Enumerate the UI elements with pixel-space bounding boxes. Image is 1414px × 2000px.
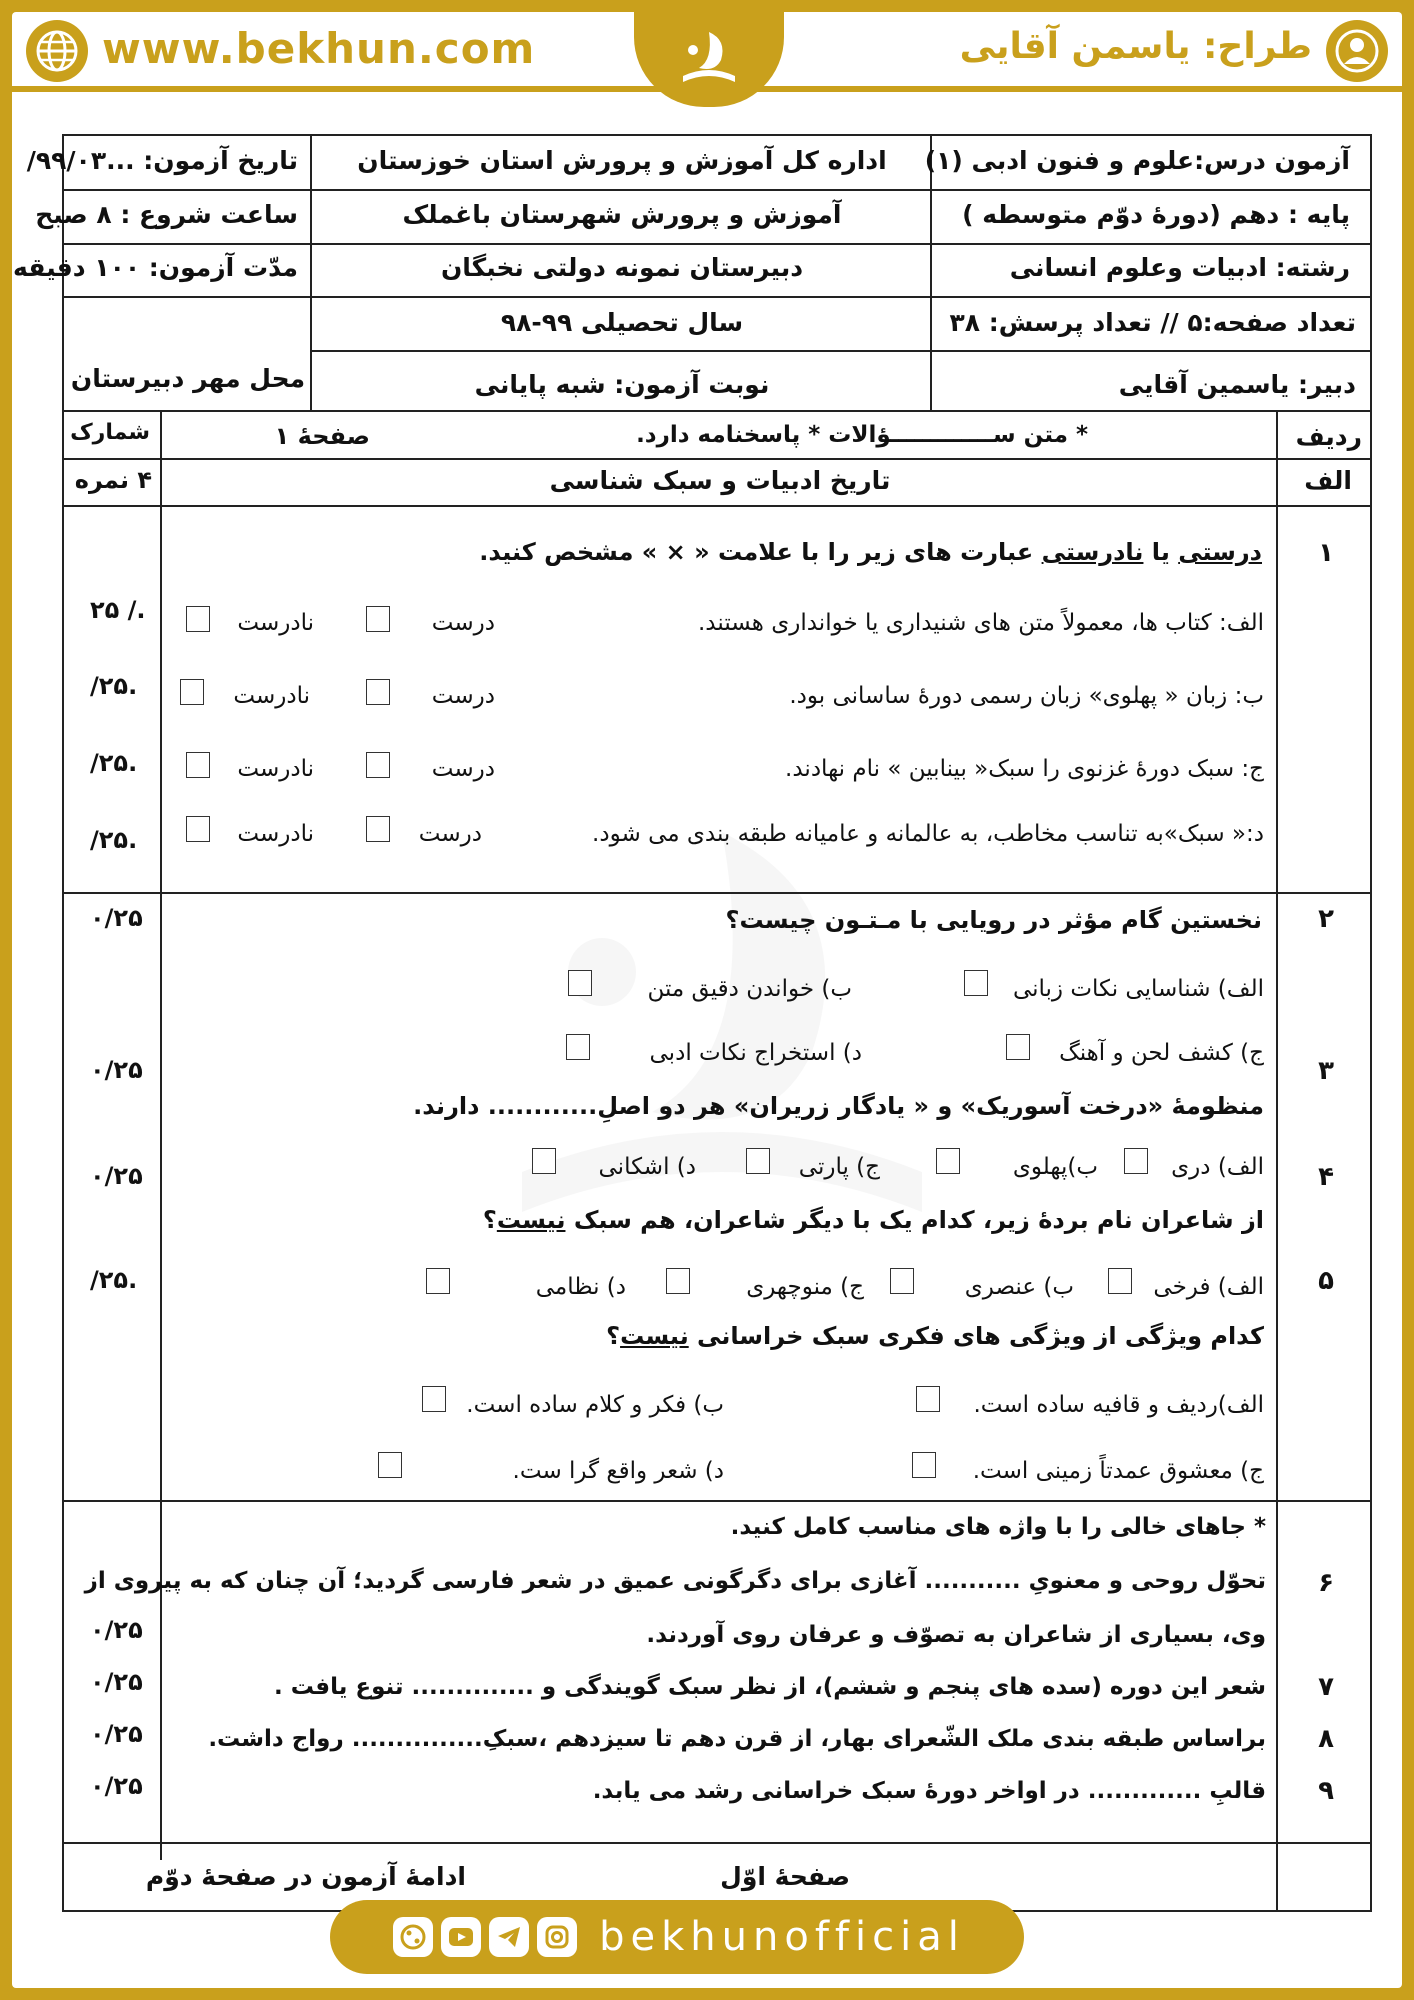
aparat-icon[interactable] [393, 1917, 433, 1957]
q1-item-d: د:« سبک»به تناسب مخاطب، به عالمانه و عامیانه طبقه بندی می شود. [592, 821, 1264, 847]
exam-page-count: تعداد صفحه:۵ // تعداد پرسش: ۳۸ [949, 308, 1356, 337]
option-checkbox[interactable] [916, 1386, 940, 1412]
option-checkbox[interactable] [568, 970, 592, 996]
globe-icon [26, 20, 88, 82]
user-icon [1326, 20, 1388, 82]
q6-line-1: تحوّل روحی و معنویِ ........... آغازی برای دگرگونی عمیق در شعر فارسی گردید؛ آن چنان که به پیروی از [84, 1568, 1266, 1594]
q1-item-a: الف: کتاب ها، معمولاً متن های شنیداری یا خوانداری هستند. [698, 610, 1264, 636]
true-checkbox[interactable] [366, 679, 390, 705]
exam-start-time: ساعت شروع : ۸ صبح [35, 200, 298, 229]
exam-teacher: دبیر: یاسمین آقایی [1118, 370, 1356, 399]
designer-name: طراح: یاسمن آقایی [959, 26, 1312, 67]
true-checkbox[interactable] [366, 816, 390, 842]
section-letter: الف [1304, 466, 1352, 495]
continue-note: ادامهٔ آزمون در صفحهٔ دوّم [145, 1862, 466, 1891]
org-city: آموزش و پرورش شهرستان باغملک [402, 200, 842, 229]
q1d-score: /۲۵. [90, 826, 138, 854]
top-header [12, 12, 1402, 92]
true-label: درست [418, 821, 482, 847]
exam-sheet [13, 134, 1372, 1912]
q5-question: کدام ویژگی از ویژگی های فکری سبک خراسانی نیست؟ [606, 1322, 1264, 1350]
option-checkbox[interactable] [422, 1386, 446, 1412]
option-checkbox[interactable] [666, 1268, 690, 1294]
option-checkbox[interactable] [426, 1268, 450, 1294]
false-label: نادرست [237, 821, 314, 847]
q1-item-b: ب: زبان « پهلوی» زبان رسمی دورهٔ ساسانی بود. [789, 683, 1264, 709]
q5-option-d: د) شعر واقع گرا ست. [512, 1458, 724, 1484]
score-header: شمارک [70, 420, 150, 445]
question-number: ۵ [1318, 1266, 1334, 1296]
q2-question: نخستین گام مؤثر در رویایی با مـتـون چیست؟ [725, 906, 1262, 934]
true-label: درست [431, 683, 495, 709]
q4-option-a: الف) فرخی [1153, 1274, 1264, 1300]
false-checkbox[interactable] [180, 679, 204, 705]
q1b-score: /۲۵. [90, 672, 138, 700]
q2-option-a: الف) شناسایی نکات زبانی [1012, 976, 1264, 1002]
social-handle[interactable]: bekhunofficial [599, 1914, 965, 1960]
true-checkbox[interactable] [366, 752, 390, 778]
q2-option-b: ب) خواندن دقیق متن [647, 976, 852, 1002]
brand-logo [634, 12, 784, 107]
option-checkbox[interactable] [890, 1268, 914, 1294]
section-score: ۴ نمره [74, 466, 152, 494]
false-label: نادرست [237, 756, 314, 782]
page-frame [12, 12, 1402, 1988]
true-label: درست [431, 756, 495, 782]
q2-score: ۰/۲۵ [90, 904, 143, 932]
youtube-icon[interactable] [441, 1917, 481, 1957]
q9-text: قالبِ ............. در اواخر دورهٔ سبک خراسانی رشد می یابد. [592, 1778, 1266, 1804]
q4-option-c: ج) منوچهری [746, 1274, 864, 1300]
q9-score: ۰/۲۵ [90, 1772, 143, 1800]
page-number-label: صفحهٔ ۱ [274, 422, 370, 450]
question-number: ۶ [1318, 1568, 1334, 1598]
option-checkbox[interactable] [964, 970, 988, 996]
q3-option-a: الف) دری [1171, 1154, 1264, 1180]
false-label: نادرست [237, 610, 314, 636]
q2-option-d: د) استخراج نکات ادبی [649, 1040, 862, 1066]
exam-date: تاریخ آزمون: ...۹۹/۰۳/ [26, 146, 298, 175]
option-checkbox[interactable] [1124, 1148, 1148, 1174]
q5-option-c: ج) معشوق عمدتاً زمینی است. [972, 1458, 1264, 1484]
false-checkbox[interactable] [186, 606, 210, 632]
q4-option-d: د) نظامی [535, 1274, 626, 1300]
q6-score: ۰/۲۵ [90, 1616, 143, 1644]
option-checkbox[interactable] [532, 1148, 556, 1174]
section-title: تاریخ ادبیات و سبک شناسی [549, 466, 891, 495]
true-checkbox[interactable] [366, 606, 390, 632]
true-label: درست [431, 610, 495, 636]
exam-field: رشته: ادبیات وعلوم انسانی [1009, 253, 1350, 282]
false-label: نادرست [233, 683, 310, 709]
answer-sheet-note: * متن ســـــــــــــؤالات * پاسخنامه دارد. [636, 422, 1088, 448]
q3-question: منظومهٔ «درخت آسوریک» و « یادگار زریران» هر دو اصلِ............ دارند. [413, 1092, 1264, 1120]
q3-option-d: د) اشکانی [598, 1154, 696, 1180]
exam-duration: مدّت آزمون: ۱۰۰ دقیقه [13, 253, 298, 282]
q4-score: ۰/۲۵ [90, 1162, 143, 1190]
q3-score: ۰/۲۵ [90, 1056, 143, 1084]
q2-option-c: ج) کشف لحن و آهنگ [1059, 1040, 1264, 1066]
q1-prompt: درستی یا نادرستی عبارت های زیر را با علامت « × » مشخص کنید. [479, 538, 1262, 566]
q5-option-a: الف)ردیف و قافیه ساده است. [973, 1392, 1264, 1418]
q1c-score: /۲۵. [90, 749, 138, 777]
option-checkbox[interactable] [746, 1148, 770, 1174]
q4-option-b: ب) عنصری [964, 1274, 1074, 1300]
telegram-icon[interactable] [489, 1917, 529, 1957]
question-number: ۳ [1318, 1056, 1334, 1086]
exam-grade: پایه : دهم (دورهٔ دوّم متوسطه ) [962, 200, 1350, 229]
org-province: اداره کل آموزش و پرورش استان خوزستان [357, 146, 887, 175]
instagram-icon[interactable] [537, 1917, 577, 1957]
q5-option-b: ب) فکر و کلام ساده است. [466, 1392, 724, 1418]
q8-score: ۰/۲۵ [90, 1720, 143, 1748]
exam-session: نوبت آزمون: شبه پایانی [474, 370, 770, 399]
site-url[interactable]: www.bekhun.com [102, 24, 536, 73]
q7-text: شعر این دوره (سده های پنجم و ششم)، از نظر سبک گویندگی و .............. تنوع یافت . [273, 1674, 1266, 1700]
false-checkbox[interactable] [186, 752, 210, 778]
school-stamp-area: محل مهر دبیرستان [70, 364, 306, 393]
exam-subject: آزمون درس:علوم و فنون ادبی (۱) [924, 146, 1350, 175]
social-bar [330, 1900, 1024, 1974]
q1-item-c: ج: سبک دورهٔ غزنوی را سبک« بینابین » نام نهادند. [785, 756, 1264, 782]
question-number: ۱ [1318, 538, 1334, 568]
q7-score: ۰/۲۵ [90, 1668, 143, 1696]
option-checkbox[interactable] [1006, 1034, 1030, 1060]
q5-score: /۲۵. [90, 1266, 138, 1294]
false-checkbox[interactable] [186, 816, 210, 842]
option-checkbox[interactable] [1108, 1268, 1132, 1294]
row-header: ردیف [1295, 422, 1362, 451]
question-number: ۸ [1318, 1724, 1334, 1754]
q3-option-b: ب)پهلوی [1012, 1154, 1098, 1180]
q1a-score: ۲۵ /. [90, 596, 146, 624]
question-number: ۲ [1318, 904, 1334, 934]
school-year: سال تحصیلی ۹۹-۹۸ [500, 308, 744, 337]
question-number: ۷ [1318, 1672, 1334, 1702]
question-number: ۴ [1318, 1162, 1334, 1192]
q4-question: از شاعران نام بردهٔ زیر، کدام یک با دیگر شاعران، هم سبک نیست؟ [482, 1206, 1264, 1234]
question-number: ۹ [1318, 1776, 1334, 1806]
fill-instruction: * جاهای خالی را با واژه های مناسب کامل کنید. [730, 1514, 1266, 1540]
header-divider [12, 86, 1402, 92]
option-checkbox[interactable] [936, 1148, 960, 1174]
current-page-label: صفحهٔ اوّل [720, 1862, 850, 1891]
option-checkbox[interactable] [566, 1034, 590, 1060]
school-name: دبیرستان نمونه دولتی نخبگان [440, 253, 804, 282]
q8-text: براساس طبقه بندی ملک الشّعرای بهار، از قرن دهم تا سیزدهم ،سبکِ............... رواج داشت. [208, 1726, 1266, 1752]
option-checkbox[interactable] [378, 1452, 402, 1478]
option-checkbox[interactable] [912, 1452, 936, 1478]
q3-option-c: ج) پارتی [798, 1154, 880, 1180]
q6-line-2: وی، بسیاری از شاعران به تصوّف و عرفان روی آوردند. [646, 1622, 1266, 1648]
